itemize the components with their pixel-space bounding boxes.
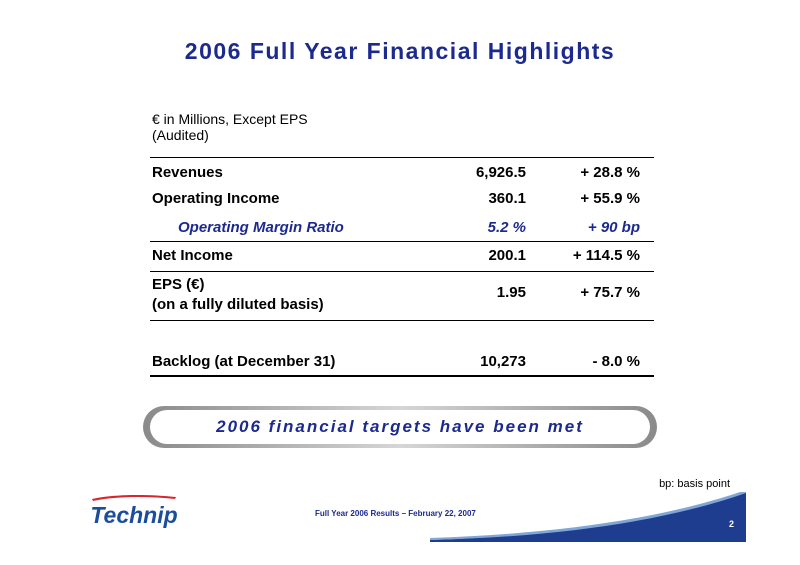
row-label-line-2: (on a fully diluted basis)	[152, 296, 324, 313]
slide-title: 2006 Full Year Financial Highlights	[184, 38, 616, 64]
technip-logo	[88, 493, 180, 529]
financial-table	[150, 157, 654, 377]
page-number: 2	[729, 519, 735, 529]
table-divider	[150, 375, 654, 377]
table-row-net-income	[150, 242, 654, 271]
row-change: + 90 bp	[587, 219, 640, 236]
row-value: 5.2 %	[487, 219, 526, 236]
row-label: Backlog (at December 31)	[152, 353, 336, 370]
table-row-eps	[150, 272, 654, 320]
row-change: + 55.9 %	[580, 190, 640, 207]
row-change: + 28.8 %	[580, 164, 640, 181]
table-row-revenues	[150, 158, 654, 184]
table-row-operating-income	[150, 184, 654, 212]
units-line-2: (Audited)	[152, 127, 209, 143]
table-row-operating-margin-ratio	[150, 212, 654, 239]
row-value: 6,926.5	[475, 164, 526, 181]
row-value: 200.1	[488, 247, 526, 264]
row-label: Revenues	[152, 164, 223, 181]
row-value: 360.1	[488, 190, 526, 207]
units-note	[152, 111, 308, 143]
table-row-backlog	[150, 349, 654, 375]
banner-inner	[150, 410, 650, 444]
banner-text: 2006 financial targets have been met	[216, 417, 584, 436]
row-value: 10,273	[480, 353, 526, 370]
row-label: Net Income	[152, 247, 233, 264]
row-label	[152, 275, 324, 315]
footnote: bp: basis point	[659, 478, 730, 490]
row-change: + 114.5 %	[572, 247, 640, 264]
row-label: Operating Income	[152, 190, 280, 207]
row-label-line-1: EPS (€)	[152, 276, 205, 293]
row-change: + 75.7 %	[580, 284, 640, 301]
logo-text: Technip	[90, 502, 178, 528]
row-change: - 8.0 %	[592, 353, 640, 370]
row-label: Operating Margin Ratio	[178, 219, 344, 236]
targets-banner	[143, 406, 657, 448]
footer-swoosh	[430, 492, 746, 542]
row-value: 1.95	[496, 284, 526, 301]
footer-text: Full Year 2006 Results – February 22, 2007	[315, 509, 476, 518]
units-line-1: € in Millions, Except EPS	[152, 111, 308, 127]
